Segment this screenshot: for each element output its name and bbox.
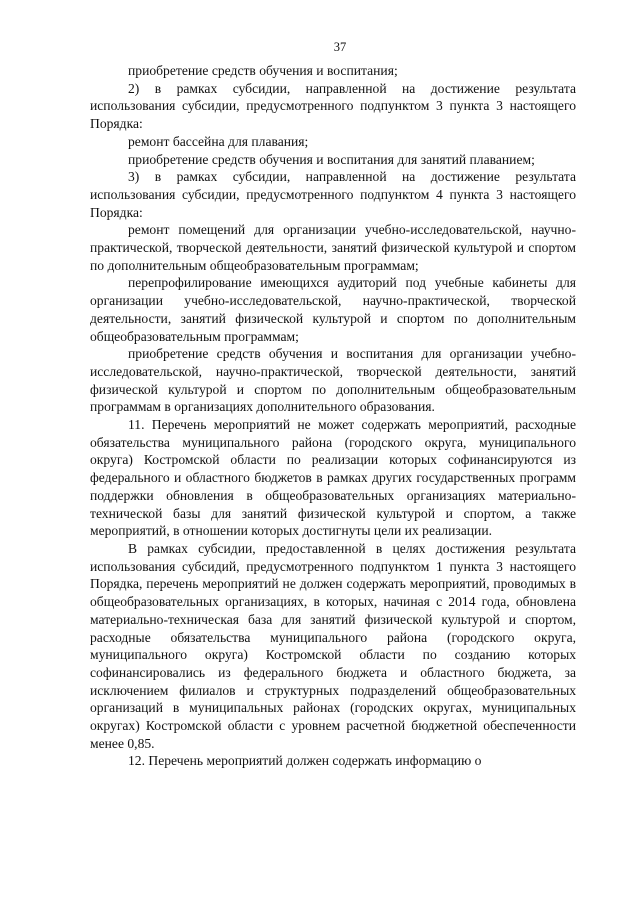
document-body (90, 62, 576, 770)
paragraph: перепрофилирование имеющихся аудиторий под учебные кабинеты для организации учебно-исследовательской, научно-практической, творческой деятельности, занятий физической культурой и спортом по дополнительным общеобразовательным программам; (90, 275, 576, 344)
paragraph: приобретение средств обучения и воспитания для организации учебно-исследовательской, научно-практической, творческой деятельности, занятий физической культурой и спортом по дополнительным общеобразовательным программам в организациях дополнительного образования. (90, 346, 576, 415)
paragraph: приобретение средств обучения и воспитания; (128, 63, 398, 78)
paragraph: ремонт бассейна для плавания; (128, 133, 309, 149)
paragraph: В рамках субсидии, предоставленной в целях достижения результата использования субсидий, предусмотренного подпунктом 1 пункта 3 настоящего Порядка, перечень мероприятий не должен содержать мероприятий, проводимых в общеобразовательных организациях, в которых, начиная с 2014 года, обновлена материально-техническая база для занятий физической культурой и спортом, расходные обязательства муниципального района (городского округа, муниципального округа) Костромской области по созданию которых софинансировались из федерального бюджета и областного бюджета, за исключением филиалов и структурных подразделений общеобразовательных организаций в муниципальных районах (городских округах, муниципальных округах) Костромской области с уровнем расчетной бюджетной обеспеченности менее 0,85. (90, 540, 576, 751)
paragraph: 11. Перечень мероприятий не может содержать мероприятий, расходные обязательства муниципального района (городского округа, муниципального округа) Костромской области по реализации которых софинансируются из федерального и областного бюджетов в рамках других государственных программ поддержки обновления в общеобразовательных организациях материально-технической базы для занятий физической культурой и спортом, а также мероприятий, в отношении которых достигнуты цели их реализации. (90, 417, 576, 539)
paragraph: 2) в рамках субсидии, направленной на достижение результата использования субсидии, предусмотренного подпунктом 3 пункта 3 настоящего Порядка: (90, 80, 576, 132)
paragraph: 3) в рамках субсидии, направленной на достижение результата использования субсидии, предусмотренного подпунктом 4 пункта 3 настоящего Порядка: (90, 169, 576, 220)
page-number: 37 (333, 40, 347, 54)
paragraph: 12. Перечень мероприятий должен содержать информацию о (128, 753, 482, 769)
paragraph: ремонт помещений для организации учебно-исследовательской, научно-практической, творческой деятельности, занятий физической культурой и спортом по дополнительным общеобразовательным программам; (90, 222, 576, 273)
paragraph: приобретение средств обучения и воспитания для занятий плаванием; (128, 151, 535, 167)
